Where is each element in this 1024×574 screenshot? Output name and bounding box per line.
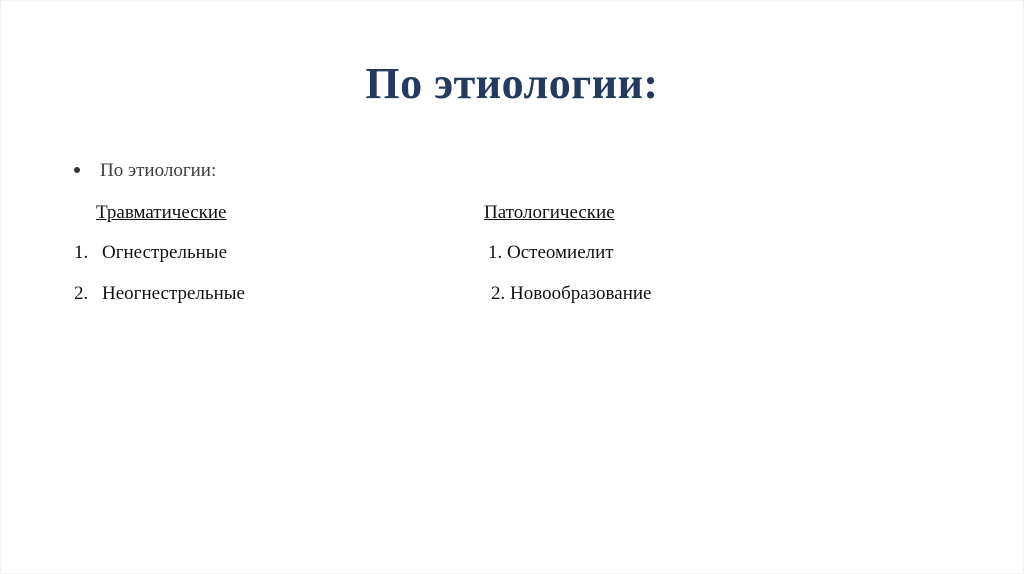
list-number: 1.: [74, 242, 89, 263]
left-list-item: [74, 283, 245, 305]
right-list-item: 1. Остеомиелит: [488, 242, 614, 263]
list-item-label: Огнестрельные: [102, 242, 228, 263]
slide-title: По этиологии:: [365, 59, 659, 108]
left-list-item: [74, 242, 227, 264]
left-column-heading: Травматические: [96, 202, 227, 223]
right-column-heading: Патологические: [484, 202, 615, 223]
right-list-item: 2. Новообразование: [491, 283, 652, 304]
bullet-item: [74, 160, 216, 182]
list-item-label: Неогнестрельные: [102, 283, 245, 304]
bullet-text: По этиологии:: [100, 160, 217, 181]
bullet-dot-icon: [74, 167, 80, 173]
list-number: 2.: [74, 283, 89, 304]
